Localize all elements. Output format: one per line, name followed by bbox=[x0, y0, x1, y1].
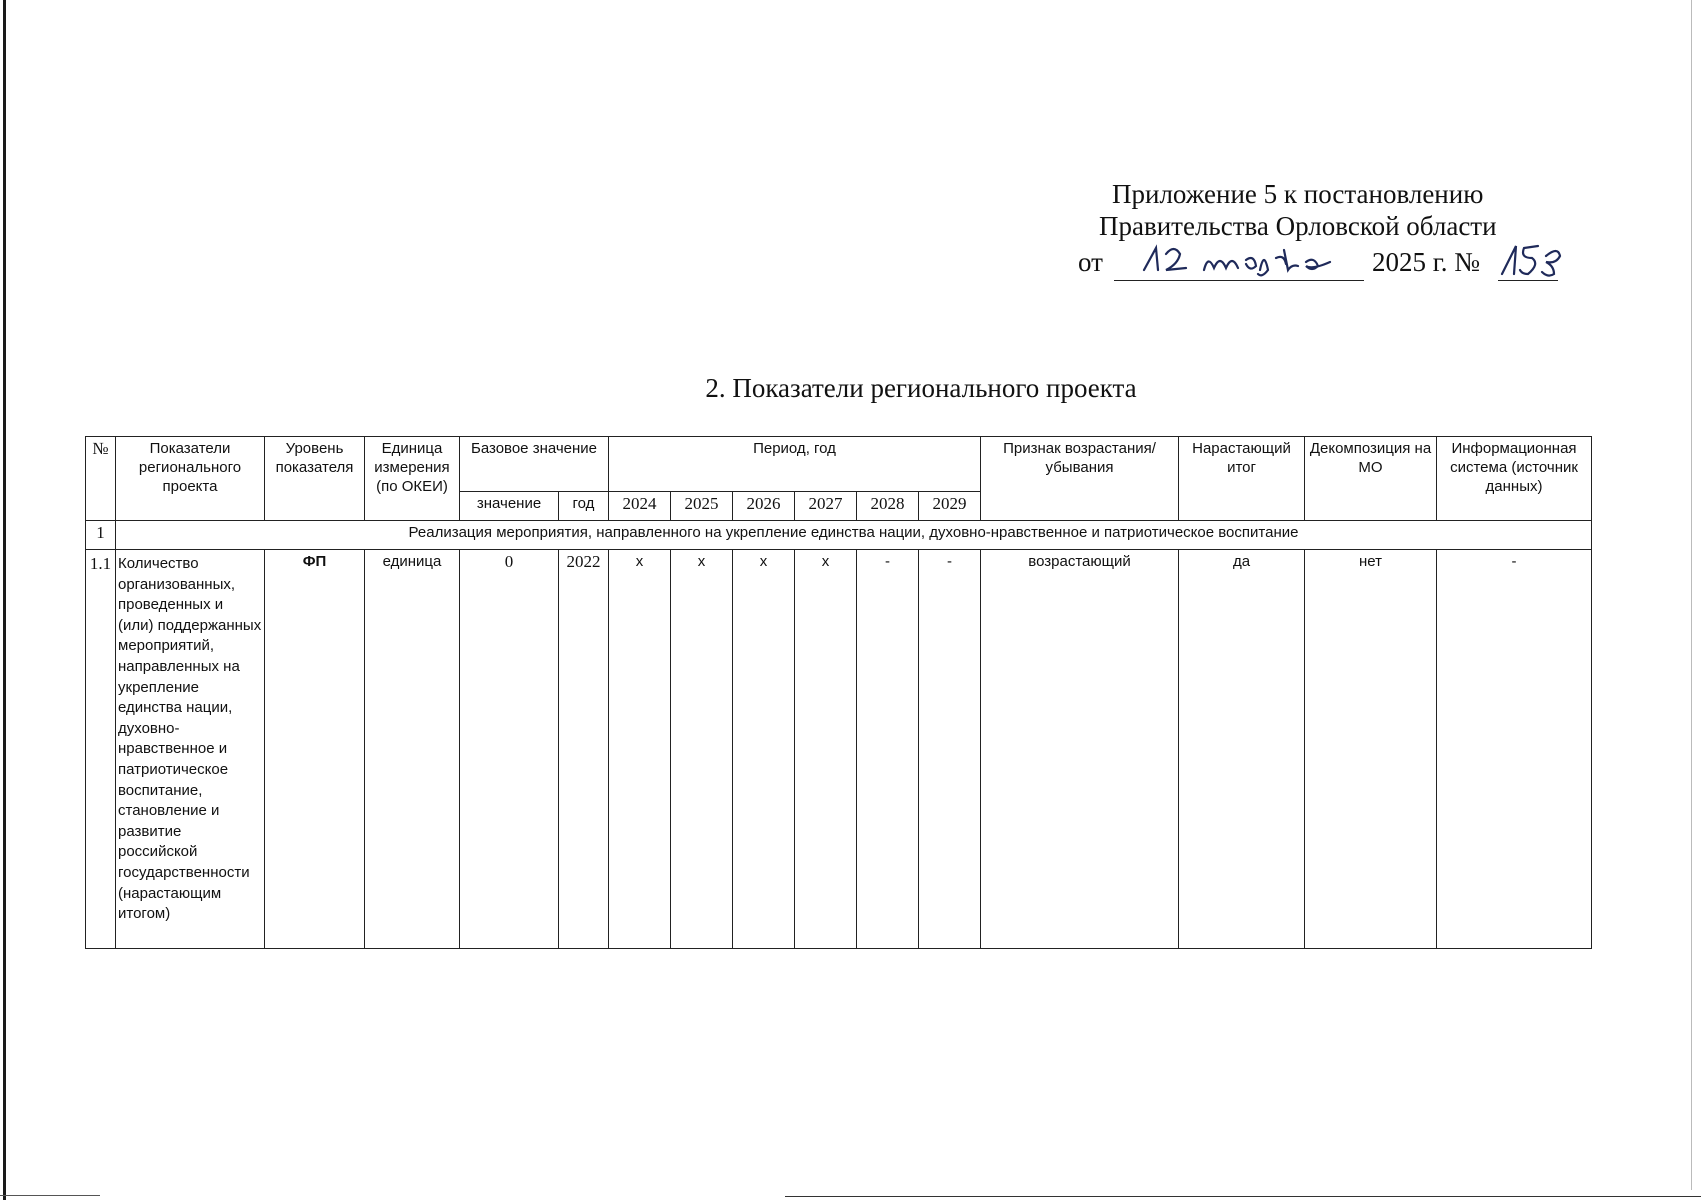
year-and-number-label: 2025 г. № bbox=[1372, 247, 1481, 277]
col-header-year-2028: 2028 bbox=[857, 492, 919, 521]
indicator-unit: единица bbox=[365, 550, 460, 949]
value-2024: х bbox=[609, 550, 671, 949]
scan-bottom-edge-right bbox=[785, 1196, 1701, 1197]
cumulative-value: да bbox=[1179, 550, 1305, 949]
row-number: 1.1 bbox=[86, 550, 116, 949]
col-header-year-2026: 2026 bbox=[733, 492, 795, 521]
col-header-info-system: Информационная система (источник данных) bbox=[1437, 437, 1592, 521]
appendix-date-line bbox=[1078, 246, 1598, 286]
col-header-year-2029: 2029 bbox=[919, 492, 981, 521]
appendix-line-2: Правительства Орловской области bbox=[1099, 211, 1497, 241]
scan-left-edge bbox=[3, 0, 6, 1200]
col-header-level: Уровень показателя bbox=[265, 437, 365, 521]
indicators-table bbox=[85, 436, 1592, 949]
col-header-unit: Единица измерения (по ОКЕИ) bbox=[365, 437, 460, 521]
value-2028: - bbox=[857, 550, 919, 949]
base-value: 0 bbox=[460, 550, 559, 949]
col-header-indicator: Показатели регионального проекта bbox=[116, 437, 265, 521]
value-2026: х bbox=[733, 550, 795, 949]
value-2025: х bbox=[671, 550, 733, 949]
number-underline bbox=[1498, 280, 1558, 281]
col-header-cumulative: Нарастающий итог bbox=[1179, 437, 1305, 521]
handwritten-number bbox=[1498, 240, 1568, 280]
indicator-name: Количество организованных, проведенных и (или) поддержанных мероприятий, направленных на укрепление единства нации, духовно-нравственное и патриотическое воспитание, становление и развитие российской государственности (нарастающим итогом) bbox=[116, 550, 265, 949]
trend-value: возрастающий bbox=[981, 550, 1179, 949]
indicator-level: ФП bbox=[265, 550, 365, 949]
col-header-year-2025: 2025 bbox=[671, 492, 733, 521]
appendix-line-1: Приложение 5 к постановлению bbox=[1112, 179, 1484, 209]
col-header-trend: Признак возрастания/убывания bbox=[981, 437, 1179, 521]
col-header-period: Период, год bbox=[609, 437, 981, 492]
value-2027: х bbox=[795, 550, 857, 949]
scan-right-edge bbox=[1691, 0, 1692, 1190]
table-row bbox=[86, 550, 1592, 949]
col-header-decomposition: Декомпозиция на МО bbox=[1305, 437, 1437, 521]
value-2029: - bbox=[919, 550, 981, 949]
section-title: 2. Показатели регионального проекта bbox=[705, 373, 1137, 403]
base-year: 2022 bbox=[559, 550, 609, 949]
section-number: 1 bbox=[86, 521, 116, 550]
col-header-base-value-value: значение bbox=[460, 492, 559, 521]
handwritten-date bbox=[1134, 240, 1344, 280]
col-header-year-2024: 2024 bbox=[609, 492, 671, 521]
col-header-year-2027: 2027 bbox=[795, 492, 857, 521]
section-row bbox=[86, 521, 1592, 550]
decomposition-value: нет bbox=[1305, 550, 1437, 949]
col-header-base-value-year: год bbox=[559, 492, 609, 521]
date-underline bbox=[1114, 280, 1364, 281]
info-system-value: - bbox=[1437, 550, 1592, 949]
col-header-num: № bbox=[86, 437, 116, 521]
col-header-base-value: Базовое значение bbox=[460, 437, 609, 492]
section-title-cell: Реализация мероприятия, направленного на укрепление единства нации, духовно-нравственное и патриотическое воспитание bbox=[116, 521, 1592, 550]
date-prefix: от bbox=[1078, 247, 1103, 277]
scan-bottom-edge-left bbox=[0, 1195, 100, 1196]
